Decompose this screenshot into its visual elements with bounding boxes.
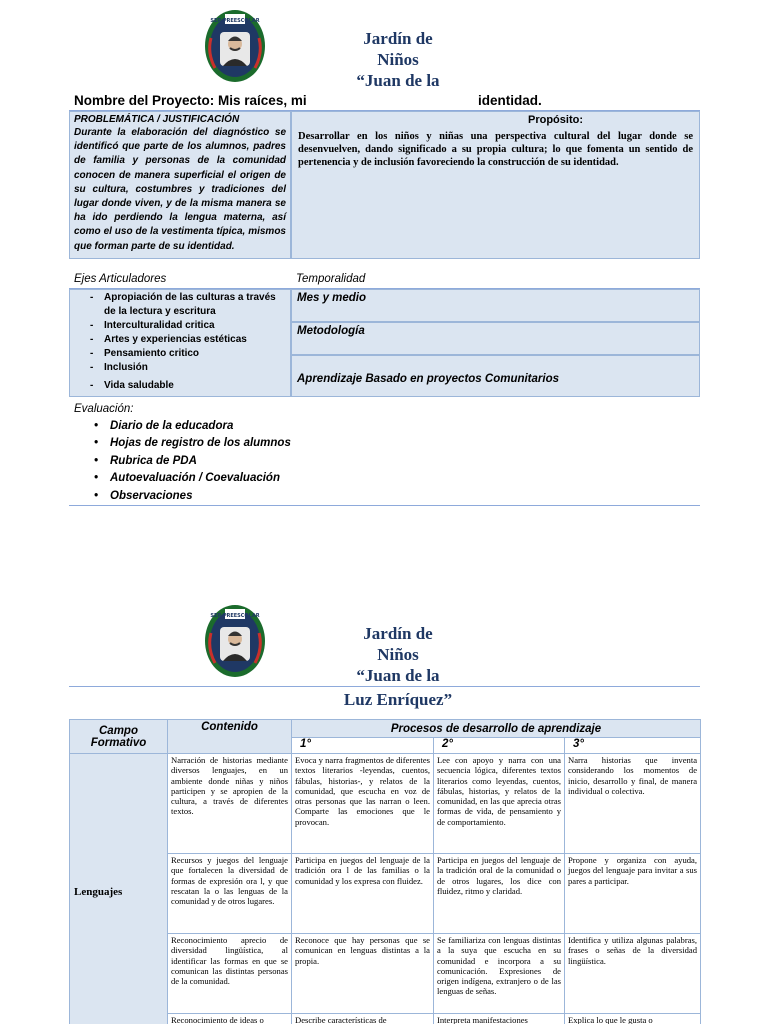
ejes-box xyxy=(69,289,291,397)
table-cell-g3: Narra historias que inventa considerando los momentos de inicio, desarrollo y final, de manera individual o colectiva. xyxy=(565,754,701,854)
school-title-line3: “Juan de la xyxy=(356,666,440,685)
proposito-label: Propósito: xyxy=(528,114,583,126)
divider xyxy=(69,686,700,687)
learning-table xyxy=(69,719,701,1024)
problematica-text: Durante la elaboración del diagnóstico se identificó que parte de los alumnos, padres de familia y personas de la comunidad conocen de manera superficial el origen de su cultura, costumbres y tradiciones del lugar donde viven, y de la misma manera se ha ido perdiendo la lengua materna, así como el uso de la vestimenta típica, mismos que forman parte de su identidad. xyxy=(74,127,286,252)
school-title-line1: Jardín de xyxy=(363,624,433,643)
project-name xyxy=(74,93,700,111)
header-grade-3: 3° xyxy=(565,738,701,754)
table-cell-g1: Participa en juegos del lenguaje de la tradición ora l de las familias o la comunidad y los expresa con fluidez. xyxy=(292,854,434,934)
table-cell-contenido: Reconocimiento aprecio de diversidad lingüística, al identificar las formas en que se comunican las distintas personas de la comunidad. xyxy=(168,934,292,1014)
problematica-box xyxy=(69,111,291,259)
ejes-item: - Pensamiento critico xyxy=(90,348,200,359)
proposito-text: Desarrollar en los niños y niñas una perspectiva cultural del lugar donde se desenvuelven, dando significado a su propia cultura; lo que fomenta un sentido de pertenencia y de inclusión favoreciendo la construcción de su identidad. xyxy=(298,131,693,168)
table-cell-g1: Reconoce que hay personas que se comunican en lenguas distintas a la propia. xyxy=(292,934,434,1014)
evaluacion-label: Evaluación: xyxy=(74,403,134,415)
evaluacion-item: • Hojas de registro de los alumnos xyxy=(94,437,291,450)
seal-text: SEP PREESCOLAR xyxy=(210,613,260,619)
metodologia-box xyxy=(291,322,700,355)
ejes-item: - Vida saludable xyxy=(90,380,174,391)
school-seal-logo xyxy=(203,8,267,84)
table-cell-contenido: Recursos y juegos del lenguaje que fortalecen la diversidad de formas de expresión ora l, y que rescatan la o las lenguas de la comunidad y de otros lugares. xyxy=(168,854,292,934)
ejes-item: - Inclusión xyxy=(90,362,148,373)
school-title-line4: Luz Enríquez” xyxy=(343,690,453,709)
header-campo: Campo Formativo xyxy=(70,720,168,754)
evaluacion-item: • Autoevaluación / Coevaluación xyxy=(94,472,280,485)
temporalidad-box xyxy=(291,289,700,322)
proposito-box xyxy=(291,111,700,259)
table-cell-g3: Propone y organiza con ayuda, juegos del lenguaje para invitar a sus pares a participar. xyxy=(565,854,701,934)
school-title-line2: Niños xyxy=(377,645,419,664)
metodologia-label: Metodología xyxy=(297,325,365,337)
problematica-label: PROBLEMÁTICA / JUSTIFICACIÓN xyxy=(74,114,240,125)
table-cell-g1: Evoca y narra fragmentos de diferentes textos literarios -leyendas, cuentos, fábulas, historias-, y relatos de la comunidad, que escucha en voz de otras personas que las narran o leen. Comparte las emociones que le provocan. xyxy=(292,754,434,854)
ejes-item: - Artes y experiencias estéticas xyxy=(90,334,247,345)
table-cell-contenido: Narración de historias mediante diversos lenguajes, en un ambiente donde niñas y niños participen y se apropien de la cultura, a través de diferentes textos. xyxy=(168,754,292,854)
metodologia-value-box xyxy=(291,355,700,397)
ejes-item: - Interculturalidad critica xyxy=(90,320,215,331)
metodologia-value: Aprendizaje Basado en proyectos Comunitarios xyxy=(297,373,560,385)
header-contenido: Contenido xyxy=(168,720,292,754)
campo-formativo: Lenguajes xyxy=(70,754,168,1024)
table-cell-contenido: Reconocimiento de ideas o xyxy=(168,1014,292,1024)
ejes-item: - Apropiación de las culturas a través de la lectura y escritura xyxy=(90,292,276,317)
evaluacion-item: • Rubrica de PDA xyxy=(94,454,197,467)
school-title-line1: Jardín de xyxy=(363,29,433,48)
header-grade-2: 2° xyxy=(434,738,565,754)
school-title-line2: Niños xyxy=(377,50,419,69)
table-cell-g2: Lee con apoyo y narra con una secuencia lógica, diferentes textos literarios como leyendas, cuentos, fábulas, historias, y relatos de la comunidad, en las que aprecia otras formas de vida, de pensamiento y de comportamiento. xyxy=(434,754,565,854)
seal-text: SEP PREESCOLAR xyxy=(210,18,260,24)
school-title-line3: “Juan de la xyxy=(356,71,440,90)
table-cell-g3: Identifica y utiliza algunas palabras, frases o señas de la diversidad lingüística. xyxy=(565,934,701,1014)
project-name-right: identidad. xyxy=(478,93,542,108)
table-cell-g3: Explica lo que le gusta o xyxy=(565,1014,701,1024)
header-grade-1: 1° xyxy=(292,738,434,754)
table-cell-g1: Describe características de xyxy=(292,1014,434,1024)
ejes-label: Ejes Articuladores xyxy=(74,273,167,285)
evaluacion-list xyxy=(74,418,674,505)
evaluacion-item: • Diario de la educadora xyxy=(94,420,234,432)
divider xyxy=(69,505,700,506)
header-procesos: Procesos de desarrollo de aprendizaje xyxy=(292,720,701,738)
school-title xyxy=(318,623,478,686)
school-seal-logo xyxy=(203,603,267,679)
temporalidad-label: Temporalidad xyxy=(296,273,366,285)
school-title xyxy=(318,28,478,91)
table-cell-g2: Participa en juegos del lenguaje de la tradición oral de la comunidad o de otros lugares, los dice con fluidez, ritmo y claridad. xyxy=(434,854,565,934)
table-cell-g2: Se familiariza con lenguas distintas a la suya que escucha en su comunidad e incorpora a su comunicación. Expresiones de origen indígena, extranjero o de las lenguas de señas. xyxy=(434,934,565,1014)
project-name-left: Nombre del Proyecto: Mis raíces, mi xyxy=(74,93,307,108)
temporalidad-value: Mes y medio xyxy=(297,292,367,304)
evaluacion-item: • Observaciones xyxy=(94,489,193,502)
table-cell-g2: Interpreta manifestaciones xyxy=(434,1014,565,1024)
